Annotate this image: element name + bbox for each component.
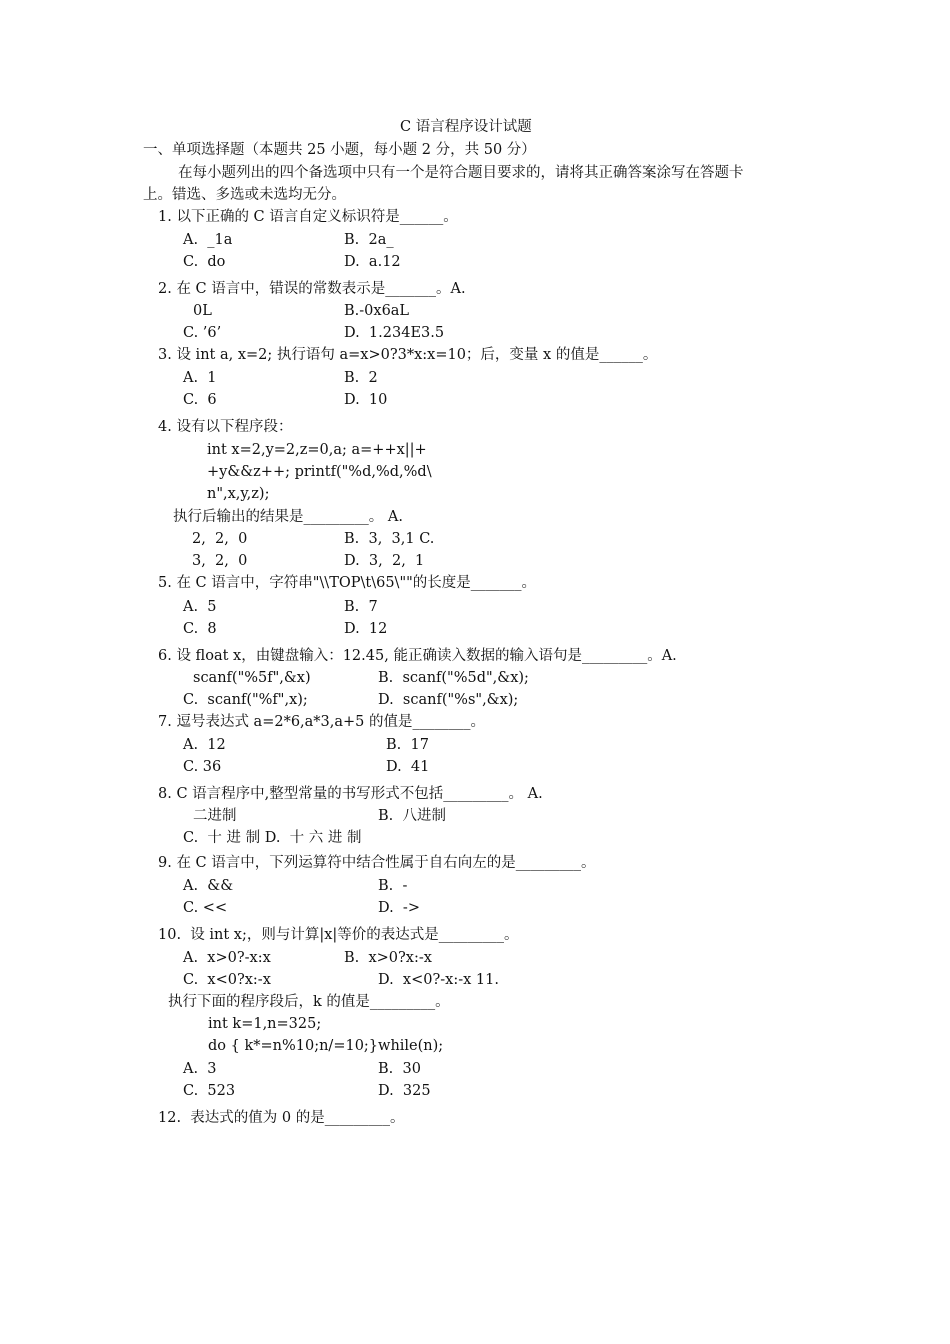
q2-option-d: D. 1.234E3.5 <box>344 325 445 341</box>
q4-option-c: 3, 2, 0 <box>192 553 248 569</box>
q3-option-a: A. 1 <box>183 370 217 386</box>
q4-option-a: 2, 2, 0 <box>192 531 248 547</box>
q6-option-c: C. scanf("%f",x); <box>183 692 308 708</box>
q12-stem: 12. 表达式的值为 0 的是_________。 <box>158 1110 405 1126</box>
q7-option-d: D. 41 <box>386 759 430 775</box>
q10-option-b: B. x>0?x:-x <box>344 950 432 966</box>
q11-option-a: A. 3 <box>183 1061 217 1077</box>
section-heading: 一、单项选择题（本题共 25 小题，每小题 2 分，共 50 分） <box>143 142 536 158</box>
q3-option-c: C. 6 <box>183 392 217 408</box>
q9-option-a: A. && <box>183 878 234 894</box>
q11-option-b: B. 30 <box>378 1061 421 1077</box>
q4-option-d: D. 3, 2, 1 <box>344 553 425 569</box>
q5-stem: 5. 在 C 语言中，字符串"\\TOP\t\65\""的长度是_______。 <box>158 575 537 591</box>
q7-stem: 7. 逗号表达式 a=2*6,a*3,a+5 的值是________。 <box>158 714 486 730</box>
page-title: C 语言程序设计试题 <box>400 119 532 135</box>
q1-option-c: C. do <box>183 254 226 270</box>
q10-stem: 10. 设 int x;，则与计算|x|等价的表达式是_________。 <box>158 927 519 943</box>
q11-stem: 执行下面的程序段后，k 的值是_________。 <box>168 994 450 1010</box>
q2-option-a: 0L <box>193 303 212 319</box>
q6-stem: 6. 设 float x，由键盘输入：12.45, 能正确读入数据的输入语句是_________。A. <box>158 648 677 664</box>
q2-option-c: C. ’6’ <box>183 325 222 341</box>
q5-option-c: C. 8 <box>183 621 217 637</box>
q5-option-b: B. 7 <box>344 599 378 615</box>
q4-code-line2: +y&&z++; printf("%d,%d,%d\ <box>207 464 432 480</box>
q5-option-d: D. 12 <box>344 621 388 637</box>
q7-option-b: B. 17 <box>386 737 429 753</box>
q6-option-b: B. scanf("%5d",&x); <box>378 670 529 686</box>
q2-option-b: B.-0x6aL <box>344 303 410 319</box>
q3-stem: 3. 设 int a, x=2; 执行语句 a=x>0?3*x:x=10；后，变量 x 的值是______。 <box>158 347 658 363</box>
q11-option-d: D. 325 <box>378 1083 431 1099</box>
q8-stem: 8. C 语言程序中,整型常量的书写形式不包括_________。 A. <box>158 786 543 802</box>
instructions-line1: 在每小题列出的四个备选项中只有一个是符合题目要求的，请将其正确答案涂写在答题卡 <box>178 165 744 181</box>
q4-code-line3: n",x,y,z); <box>207 486 270 502</box>
q1-option-a: A. _1a <box>183 232 233 248</box>
instructions-line2: 上。错选、多选或未选均无分。 <box>143 187 346 203</box>
q1-stem: 1. 以下正确的 C 语言自定义标识符是______。 <box>158 209 458 225</box>
q10-option-c: C. x<0?x:-x <box>183 972 271 988</box>
q9-option-c: C. << <box>183 900 228 916</box>
q4-stem: 4. 设有以下程序段： <box>158 419 293 435</box>
q10-option-a: A. x>0?-x:x <box>183 950 271 966</box>
q8-option-b: B. 八进制 <box>378 808 446 824</box>
q4-result-prompt: 执行后输出的结果是_________。 A. <box>173 509 403 525</box>
q8-option-a: 二进制 <box>193 808 237 824</box>
q6-option-d: D. scanf("%s",&x); <box>378 692 519 708</box>
q9-option-b: B. - <box>378 878 408 894</box>
q1-option-d: D. a.12 <box>344 254 401 270</box>
q11-code-line2: do { k*=n%10;n/=10;}while(n); <box>208 1038 444 1054</box>
q1-option-b: B. 2a_ <box>344 232 394 248</box>
q6-option-a: scanf("%5f",&x) <box>193 670 311 686</box>
q4-code-line1: int x=2,y=2,z=0,a; a=++x||+ <box>207 442 427 458</box>
q8-option-cd: C. 十 进 制 D. 十 六 进 制 <box>183 830 362 846</box>
q7-option-a: A. 12 <box>183 737 226 753</box>
q10-option-d: D. x<0?-x:-x 11. <box>378 972 499 988</box>
q11-option-c: C. 523 <box>183 1083 236 1099</box>
q3-option-d: D. 10 <box>344 392 388 408</box>
q7-option-c: C. 36 <box>183 759 222 775</box>
q5-option-a: A. 5 <box>183 599 217 615</box>
q11-code-line1: int k=1,n=325; <box>208 1016 322 1032</box>
q9-option-d: D. -> <box>378 900 420 916</box>
q4-option-b: B. 3, 3,1 C. <box>344 531 435 547</box>
q3-option-b: B. 2 <box>344 370 378 386</box>
q9-stem: 9. 在 C 语言中，下列运算符中结合性属于自右向左的是_________。 <box>158 855 596 871</box>
q2-stem: 2. 在 C 语言中，错误的常数表示是_______。A. <box>158 281 466 297</box>
